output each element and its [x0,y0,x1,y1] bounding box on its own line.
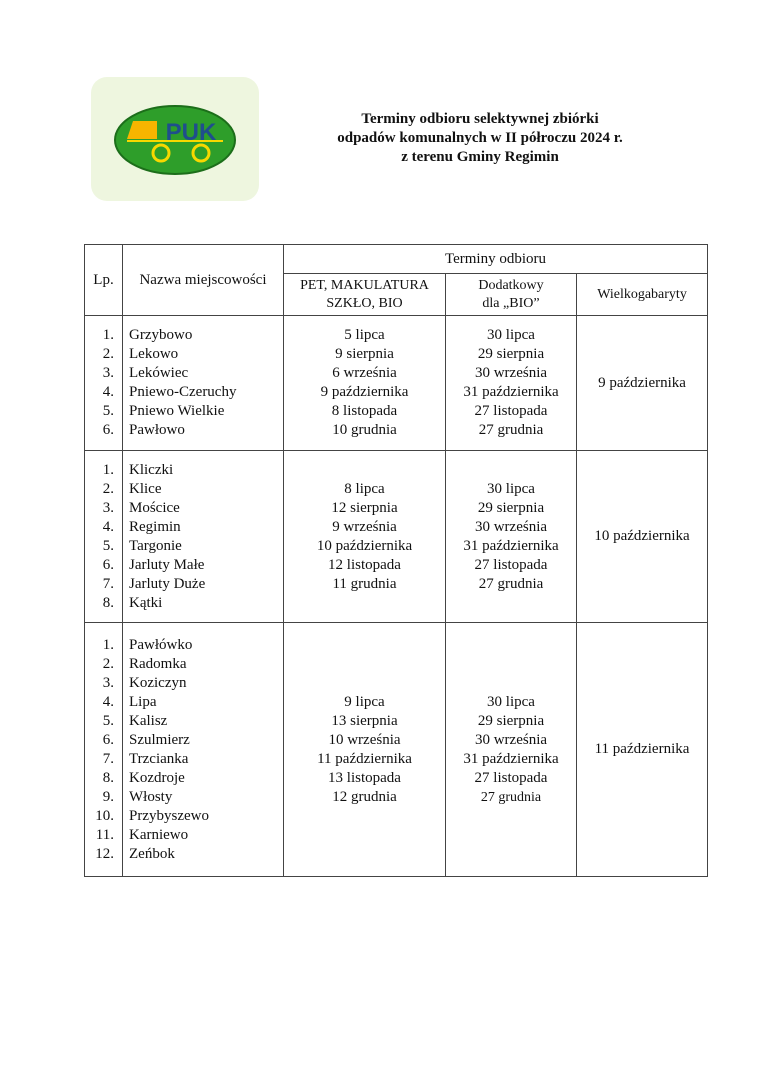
place-name: Szulmierz [129,731,190,748]
pickup-date: 27 listopada [474,769,548,786]
place-names [123,623,284,877]
header-pet-line-1: PET, MAKULATURA [300,277,429,293]
table-row [85,623,708,877]
pickup-date: 8 listopada [331,403,398,419]
row-number: 1. [102,461,114,478]
pickup-date: 30 września [474,731,548,748]
place-name: Kliczki [129,461,174,478]
row-number: 8. [102,594,114,611]
pickup-date: 13 sierpnia [331,712,398,729]
pickup-date: 29 sierpnia [477,712,545,729]
row-number: 1. [102,327,114,343]
row-number: 9. [102,788,114,805]
pickup-date: 29 sierpnia [477,346,545,362]
header-pet-line-2: SZKŁO, BIO [326,295,403,311]
row-number: 5. [102,403,114,419]
place-name: Kalisz [129,712,168,729]
place-name: Radomka [129,655,187,672]
pickup-date: 31 października [463,750,559,767]
pickup-date: 12 listopada [328,556,401,573]
row-number: 4. [102,384,114,400]
logo-text: PUK [165,119,217,146]
place-name: Przybyszewo [129,807,209,824]
row-numbers [85,316,123,451]
row-number: 2. [102,346,114,362]
pickup-date: 30 września [474,518,548,535]
pickup-date: 11 grudnia [332,575,397,592]
place-name: Pniewo Wielkie [129,403,225,419]
pickup-date: 9 października [320,384,409,400]
row-number: 3. [102,674,114,691]
place-name: Trzcianka [129,750,189,767]
place-name: Koziczyn [129,674,187,691]
place-name: Pawłowo [129,422,185,438]
pickup-date: 10 września [328,731,401,748]
pickup-date: 12 grudnia [332,788,397,805]
row-number: 3. [102,499,114,516]
pickup-date: 30 września [474,365,548,381]
place-name: Grzybowo [129,327,193,343]
pet-dates [284,451,446,623]
pickup-date: 10 grudnia [332,422,397,438]
place-name: Pawłówko [129,636,193,653]
pickup-date: 30 lipca [487,480,535,497]
header-place-name: Nazwa miejscowości [123,245,284,316]
schedule-table [84,244,708,877]
header-extra-bio [446,274,577,316]
puk-logo-graphic [91,77,259,201]
row-number: 2. [102,480,114,497]
place-name: Kozdroje [129,769,185,786]
place-name: Pniewo-Czeruchy [129,384,237,400]
place-name: Lipa [129,693,157,710]
bio-dates [446,316,577,451]
place-name: Regimin [129,518,181,535]
pickup-date: 9 września [332,518,397,535]
pickup-date: 9 sierpnia [335,346,394,362]
header-bio-line-2: dla „BIO” [482,295,540,311]
row-number: 6. [102,731,114,748]
bulky-date: 11 października [577,623,708,877]
company-logo [91,77,259,201]
place-name: Kątki [129,594,163,611]
header-pet-paper-glass-bio [284,274,446,316]
row-numbers [85,451,123,623]
pickup-date: 27 listopada [474,403,548,419]
place-name: Jarluty Duże [129,575,206,592]
header-lp: Lp. [85,245,123,316]
pet-dates [284,623,446,877]
row-number: 7. [102,750,114,767]
row-number: 4. [102,518,114,535]
row-number: 5. [102,712,114,729]
place-name: Jarluty Małe [129,556,205,573]
place-names [123,316,284,451]
pickup-date: 27 grudnia [478,575,544,592]
pickup-date: 27 grudnia [480,789,542,805]
pickup-date: 31 października [463,537,559,554]
place-name: Lekowo [129,346,179,362]
row-number: 8. [102,769,114,786]
pickup-date: 29 sierpnia [477,499,545,516]
row-number: 5. [102,537,114,554]
row-number: 4. [102,693,114,710]
place-name: Targonie [129,537,182,554]
pet-dates [284,316,446,451]
pickup-date: 30 lipca [487,327,535,343]
row-number: 6. [102,556,114,573]
pickup-date: 27 listopada [474,556,548,573]
pickup-date: 27 grudnia [478,422,544,438]
table-row [85,451,708,623]
row-number: 2. [102,655,114,672]
pickup-date: 10 października [316,537,413,554]
bulky-date: 10 października [577,451,708,623]
pickup-date: 6 września [332,365,397,381]
pickup-date: 11 października [317,750,412,767]
row-number: 10. [95,807,114,824]
place-names [123,451,284,623]
title-line-2: odpadów komunalnych w II półroczu 2024 r. [337,130,623,146]
row-number: 6. [102,422,114,438]
place-name: Lekówiec [129,365,189,381]
title-line-1: Terminy odbioru selektywnej zbiórki [361,111,599,127]
place-name: Klice [129,480,162,497]
row-number: 7. [102,575,114,592]
row-number: 3. [102,365,114,381]
bulky-date: 9 października [577,316,708,451]
row-number: 11. [95,826,114,843]
document-title [300,110,660,167]
bio-dates [446,623,577,877]
pickup-date: 8 lipca [344,480,385,497]
row-numbers [85,623,123,877]
header-collection-dates: Terminy odbioru [284,245,708,274]
row-number: 1. [102,636,114,653]
place-name: Włosty [129,788,173,805]
pickup-date: 30 lipca [487,693,535,710]
header-bulky-waste: Wielkogabaryty [577,274,708,316]
place-name: Karniewo [129,826,189,843]
place-name: Mościce [129,499,180,516]
pickup-date: 31 października [463,384,559,400]
pickup-date: 9 lipca [344,693,385,710]
pickup-date: 13 listopada [328,769,401,786]
header-bio-line-1: Dodatkowy [478,277,544,293]
table-row [85,316,708,451]
row-number: 12. [95,845,114,862]
place-name: Zeńbok [129,845,175,862]
bio-dates [446,451,577,623]
pickup-date: 12 sierpnia [331,499,398,516]
title-line-3: z terenu Gminy Regimin [401,149,559,165]
pickup-date: 5 lipca [344,327,385,343]
